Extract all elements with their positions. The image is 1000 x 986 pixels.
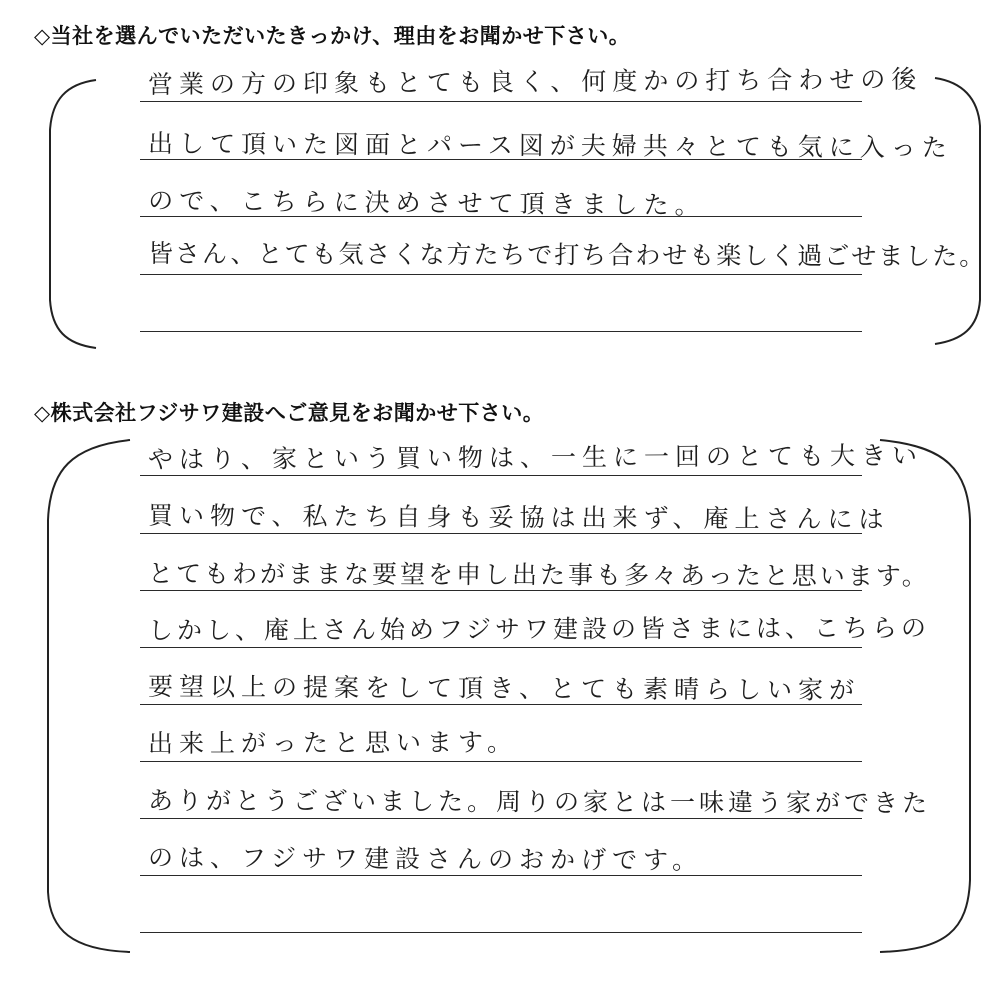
handwritten-line: 買い物で、私たち自身も妥協は出来ず、庵上さんには [148,501,890,534]
right-bracket-1 [935,78,980,344]
ruled-line [140,101,862,102]
handwritten-line: しかし、庵上さん始めフジサワ建設の皆さまには、こちらの [147,613,931,645]
ruled-line [140,331,862,332]
handwritten-line: 皆さん、とても気さくな方たちで打ち合わせも楽しく過ごせました。 [148,239,987,271]
ruled-line [140,274,862,275]
left-bracket-2 [48,440,130,952]
handwritten-line: 営業の方の印象もとても良く、何度かの打ち合わせの後 [147,64,923,100]
handwritten-line: のは、フジサワ建設さんのおかげです。 [148,843,704,875]
ruled-line [140,761,862,762]
handwritten-line: 要望以上の提案をして頂き、とても素晴らしい家が [148,672,861,705]
prompt-reason-for-choosing: ◇当社を選んでいただいたきっかけ、理由をお聞かせ下さい。 [34,24,631,48]
handwritten-line: ので、こちらに決めさせて頂きました。 [148,186,706,220]
prompt-opinions: ◇株式会社フジサワ建設へご意見をお聞かせ下さい。 [34,401,545,425]
handwritten-line: とてもわがままな要望を申し出た事も多々あったと思います。 [148,559,930,591]
handwritten-line: ありがとうございました。周りの家とは一味違う家ができた [148,786,932,818]
handwritten-line: 出来上がったと思います。 [147,727,519,758]
left-bracket-1 [50,80,96,348]
handwritten-line: やはり、家という買い物は、一生に一回のとても大きい [147,440,923,475]
ruled-line [140,932,862,933]
ruled-line [140,647,862,648]
handwritten-line: 出して頂いた図面とパース図が夫婦共々とても気に入った [148,129,953,163]
right-bracket-2 [880,440,970,952]
